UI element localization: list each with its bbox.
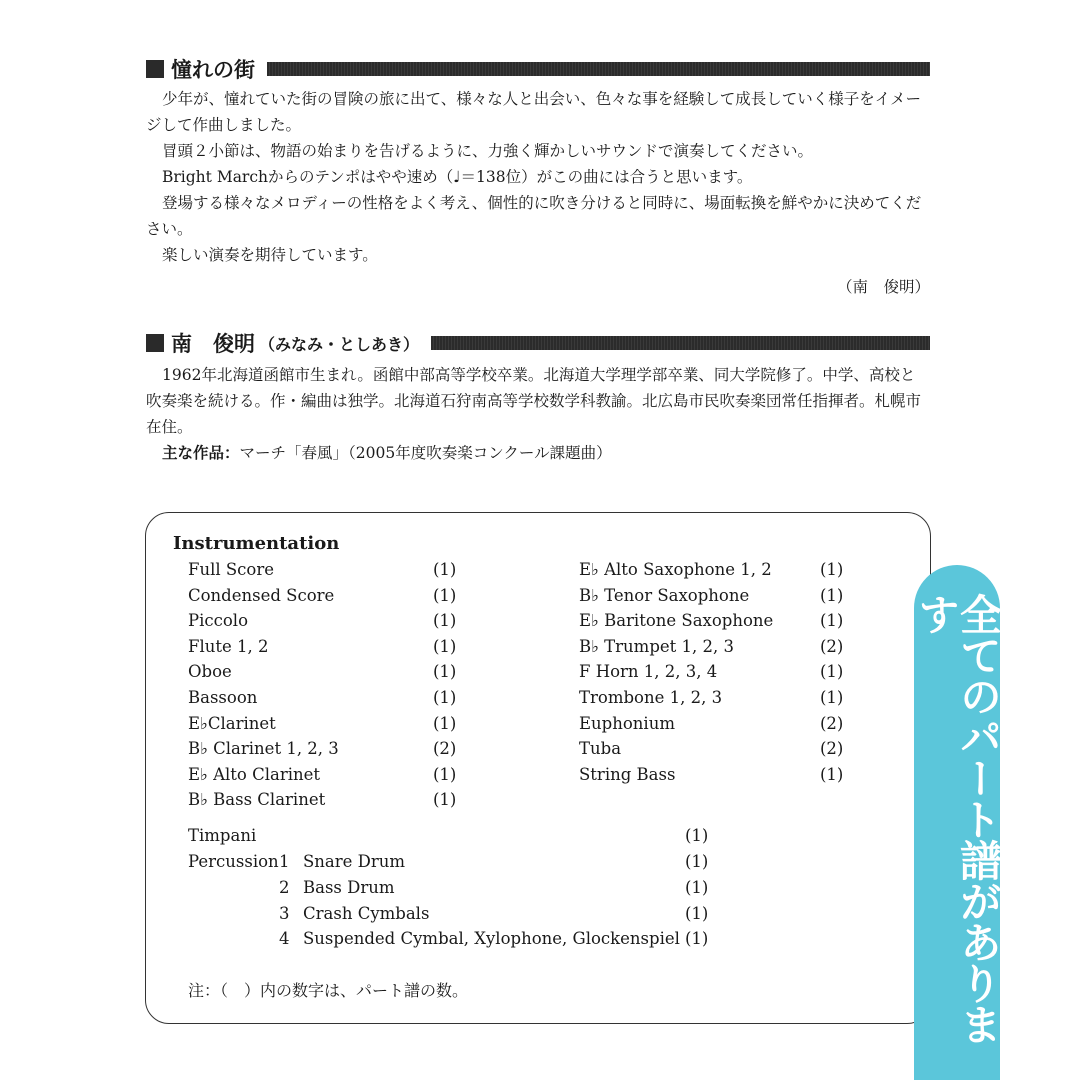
section-title: 憧れの街 (171, 57, 255, 82)
part-count: (1) (433, 764, 457, 784)
percussion-number: 2 (279, 877, 290, 897)
signature: （南 俊明） (836, 278, 930, 296)
instrument-name: E♭ Alto Saxophone 1, 2 (579, 560, 772, 579)
section-akogare (146, 54, 930, 300)
part-count: (1) (685, 929, 709, 949)
part-count: (1) (820, 764, 844, 784)
paragraph: 少年が、憧れていた街の冒険の旅に出て、様々な人と出会い、色々な事を経験して成長していく様子をイメージして作曲しました。 (146, 90, 922, 134)
paragraph: 楽しい演奏を期待しています。 (162, 246, 378, 264)
instrumentation-title: Instrumentation (173, 533, 340, 554)
heading-bar (267, 62, 930, 76)
instrumentation-note: 注：（ ）内の数字は、パート譜の数。 (188, 981, 469, 1000)
instrument-name: B♭ Clarinet 1, 2, 3 (188, 739, 339, 759)
paragraph: Bright Marchからのテンポはやや速め（♩＝138位）がこの曲には合うと思います。 (162, 168, 753, 186)
percussion-number: 1 (279, 852, 290, 871)
part-count: (1) (685, 877, 709, 897)
part-count: (1) (820, 662, 844, 682)
instrument-name: Crash Cymbals (303, 903, 430, 923)
instrument-name: Timpani (188, 826, 257, 845)
heading-square-icon (146, 334, 164, 352)
part-count: (2) (820, 739, 844, 759)
instrument-name: B♭ Tenor Saxophone (579, 585, 750, 605)
part-count: (1) (433, 713, 457, 733)
part-count: (1) (433, 611, 457, 631)
instrument-name: B♭ Trumpet 1, 2, 3 (579, 636, 734, 656)
part-count: (1) (685, 903, 709, 923)
instrument-name: Bass Drum (303, 877, 395, 897)
works-text: マーチ「春風」（2005年度吹奏楽コンクール課題曲） (239, 444, 612, 462)
instrument-name: E♭ Baritone Saxophone (579, 611, 774, 631)
percussion-label: Percussion (188, 852, 279, 871)
instrument-name: F Horn 1, 2, 3, 4 (579, 662, 718, 682)
heading-square-icon (146, 60, 164, 78)
instrument-name: Euphonium (579, 713, 675, 733)
part-count: (2) (820, 713, 844, 733)
part-count: (1) (820, 688, 844, 707)
composer-reading: （みなみ・としあき） (259, 334, 420, 354)
instrument-name: Full Score (188, 560, 275, 579)
instrument-name: String Bass (579, 764, 676, 784)
section-composer (146, 328, 930, 466)
instrument-name: Snare Drum (303, 852, 406, 871)
paragraph: 登場する様々なメロディーの性格をよく考え、個性的に吹き分けると同時に、場面転換を鮮やかに決めてください。 (146, 194, 922, 238)
part-count: (1) (433, 560, 457, 579)
part-count: (2) (820, 636, 844, 656)
section-header (146, 328, 930, 358)
part-count: (2) (433, 739, 457, 759)
works-line (146, 440, 930, 466)
section-body (146, 86, 930, 300)
composer-bio: 1962年北海道函館市生まれ。函館中部高等学校卒業。北海道大学理学部卒業、同大学院修了。中学、高校と吹奏楽を続ける。作・編曲は独学。北海道石狩南高等学校数学科教諭。北広島市民吹奏楽団常任指揮者。札幌市在住。 (146, 366, 922, 436)
instrument-name: Suspended Cymbal, Xylophone, Glockenspiel (303, 929, 680, 949)
side-tab-text: 全てのパート譜があります (912, 593, 1003, 1044)
part-count: (1) (433, 585, 457, 605)
part-count: (1) (820, 585, 844, 605)
instrument-name: Oboe (188, 662, 232, 682)
part-count: (1) (685, 852, 709, 871)
instrument-name: B♭ Bass Clarinet (188, 790, 326, 810)
paragraph: 冒頭２小節は、物語の始まりを告げるように、力強く輝かしいサウンドで演奏してください。 (162, 142, 814, 160)
instrument-name: E♭ Alto Clarinet (188, 764, 320, 784)
instrument-name: Piccolo (188, 611, 249, 631)
percussion-number: 3 (279, 903, 290, 923)
instrument-name: Condensed Score (188, 585, 335, 605)
instrument-name: Bassoon (188, 688, 258, 707)
section-body (146, 362, 930, 466)
instrument-name: Trombone 1, 2, 3 (579, 688, 723, 707)
instrument-name: E♭Clarinet (188, 713, 276, 733)
part-count: (1) (820, 611, 844, 631)
part-count: (1) (685, 826, 709, 845)
percussion-number: 4 (279, 929, 290, 949)
instrument-name: Tuba (579, 739, 622, 759)
instrument-name: Flute 1, 2 (188, 636, 269, 656)
part-count: (1) (433, 790, 457, 810)
section-header (146, 54, 930, 84)
composer-name: 南 俊明 (171, 331, 255, 356)
side-tab (912, 565, 1003, 1080)
part-count: (1) (820, 560, 844, 579)
works-label: 主な作品： (162, 444, 240, 462)
heading-bar (431, 336, 930, 350)
part-count: (1) (433, 688, 457, 707)
part-count: (1) (433, 636, 457, 656)
part-count: (1) (433, 662, 457, 682)
